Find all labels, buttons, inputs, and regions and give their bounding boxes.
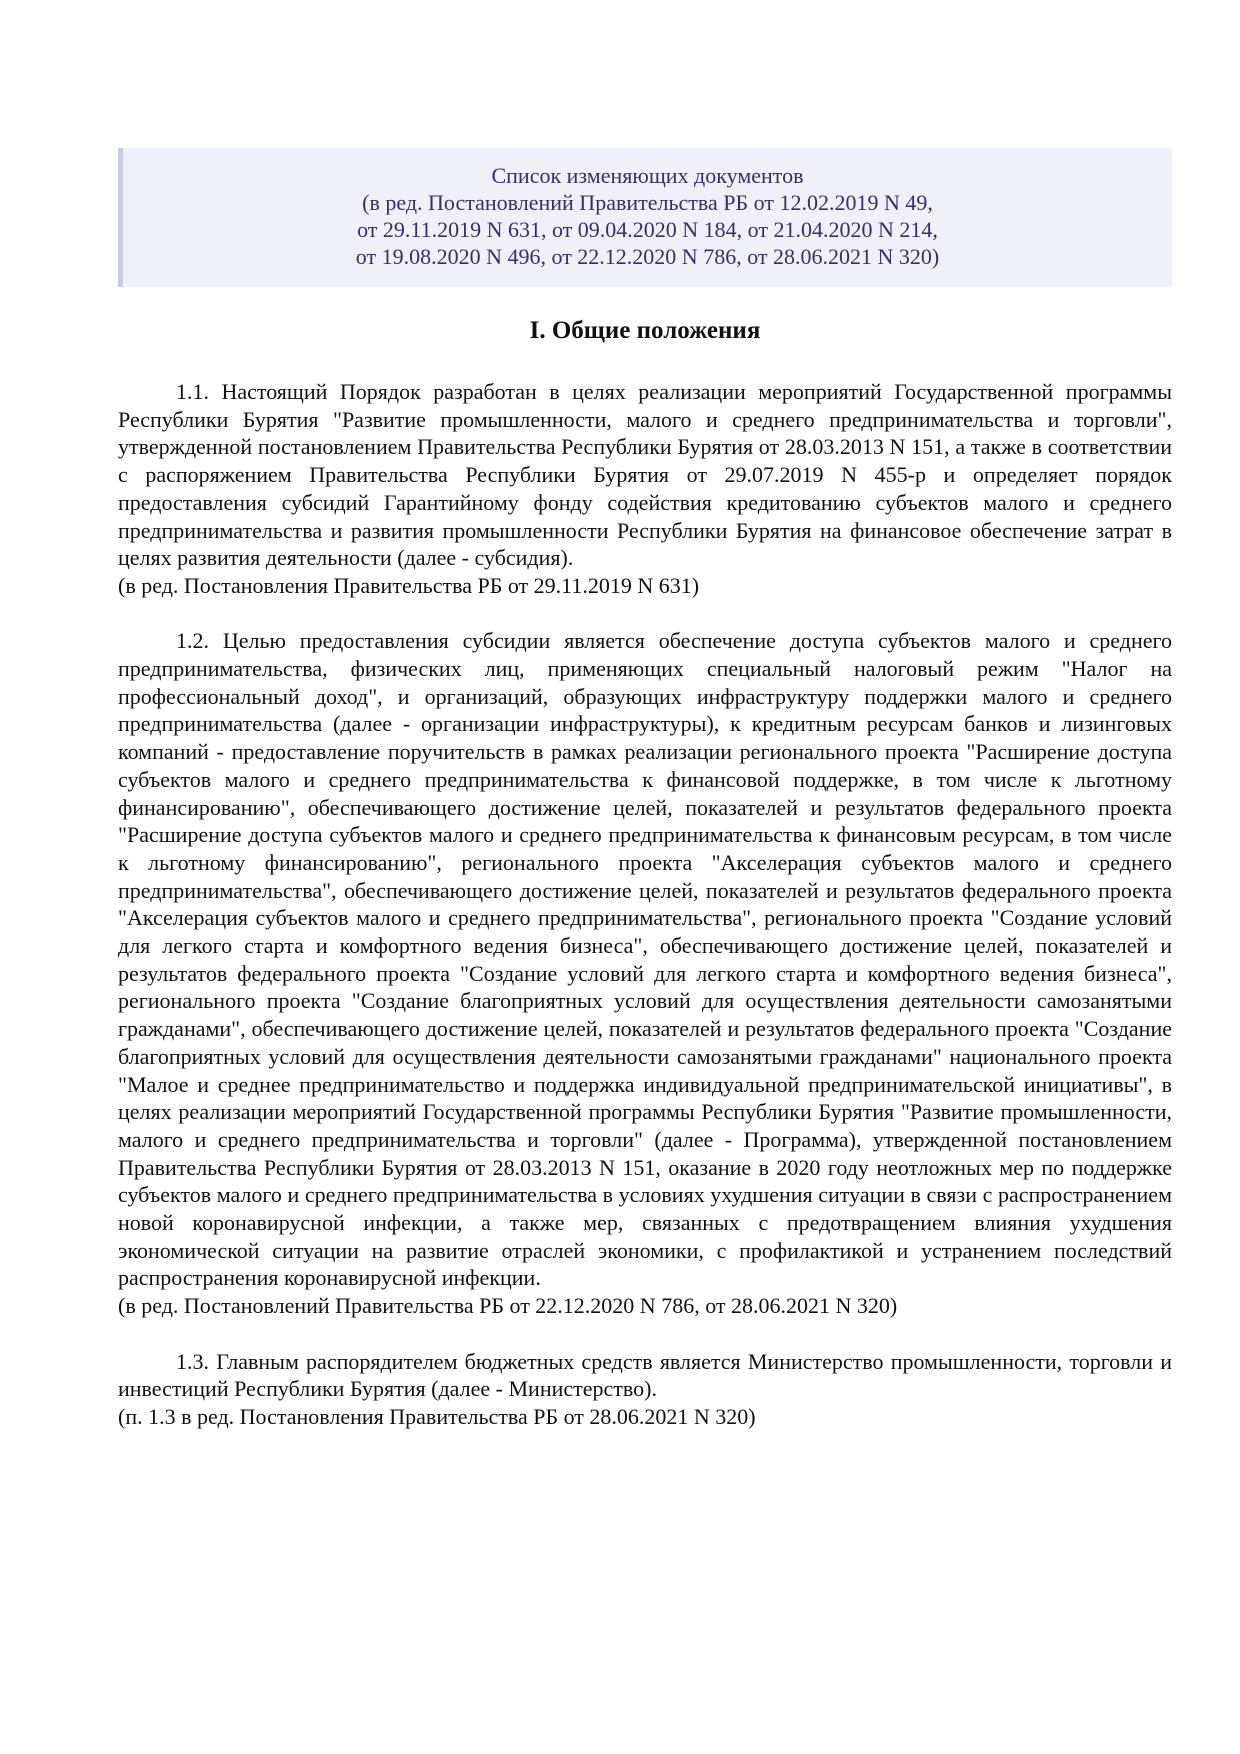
amending-documents-heading: Список изменяющих документов: [491, 163, 804, 188]
paragraph-1-1: 1.1. Настоящий Порядок разработан в целях реализации мероприятий Государственной программы Республики Бурятия "Развитие промышленности, малого и среднего предпринимательства и торговли", утвержденной постановлением Правительства Республики Бурятия от 28.03.2013 N 151, а также в соответствии с распоряжением Правительства Республики Бурятия от 29.07.2019 N 455-р и определяет порядок предоставления субсидий Гарантийному фонду содействия кредитованию субъектов малого и среднего предпринимательства и развития промышленности Республики Бурятия на финансовое обеспечение затрат в целях развития деятельности (далее - субсидия).: [118, 379, 1172, 571]
document-body: [118, 378, 1172, 1431]
amending-documents-line[interactable]: (в ред. Постановлений Правительства РБ от 12.02.2019 N 49,: [362, 190, 933, 215]
amending-documents-line[interactable]: от 29.11.2019 N 631, от 09.04.2020 N 184, от 21.04.2020 N 214,: [357, 217, 938, 242]
amendment-note[interactable]: (п. 1.3 в ред. Постановления Правительства РБ от 28.06.2021 N 320): [118, 1403, 756, 1429]
amending-documents-box: [118, 148, 1172, 287]
paragraph-spacer: [118, 1320, 1172, 1348]
amending-documents-line[interactable]: от 19.08.2020 N 496, от 22.12.2020 N 786, от 28.06.2021 N 320): [355, 244, 940, 269]
paragraph-spacer: [118, 600, 1172, 628]
amendment-note[interactable]: (в ред. Постановления Правительства РБ от 29.11.2019 N 631): [118, 572, 700, 598]
amendment-note[interactable]: (в ред. Постановлений Правительства РБ от 22.12.2020 N 786, от 28.06.2021 N 320): [118, 1293, 898, 1319]
paragraph-1-3: 1.3. Главным распорядителем бюджетных средств является Министерство промышленности, торговли и инвестиций Республики Бурятия (далее - Министерство).: [118, 1348, 1172, 1402]
section-title: I. Общие положения: [529, 317, 761, 344]
paragraph-1-2: 1.2. Целью предоставления субсидии является обеспечение доступа субъектов малого и среднего предпринимательства, физических лиц, применяющих специальный налоговый режим "Налог на профессиональный доход", и организаций, образующих инфраструктуру поддержки малого и среднего предпринимательства (далее - организации инфраструктуры), к кредитным ресурсам банков и лизинговых компаний - предоставление поручительств в рамках реализации регионального проекта "Расширение доступа субъектов малого и среднего предпринимательства к финансовой поддержке, в том числе к льготному финансированию", обеспечивающего достижение целей, показателей и результатов федерального проекта "Расширение доступа субъектов малого и среднего предпринимательства к финансовым ресурсам, в том числе к льготному финансированию", регионального проекта "Акселерация субъектов малого и среднего предпринимательства", обеспечивающего достижение целей, показателей и результатов федерального проекта "Акселерация субъектов малого и среднего предпринимательства", регионального проекта "Создание условий для легкого старта и комфортного ведения бизнеса", обеспечивающего достижение целей, показателей и результатов федерального проекта "Создание условий для легкого старта и комфортного ведения бизнеса", регионального проекта "Создание благоприятных условий для осуществления деятельности самозанятыми гражданами", обеспечивающего достижение целей, показателей и результатов федерального проекта "Создание благоприятных условий для осуществления деятельности самозанятыми гражданами" национального проекта "Малое и среднее предпринимательство и поддержка индивидуальной предпринимательской инициативы", в целях реализации мероприятий Государственной программы Республики Бурятия "Развитие промышленности, малого и среднего предпринимательства и торговли" (далее - Программа), утвержденной постановлением Правительства Республики Бурятия от 28.03.2013 N 151, оказание в 2020 году неотложных мер по поддержке субъектов малого и среднего предпринимательства в условиях ухудшения ситуации в связи с распространением новой коронавирусной инфекции, а также мер, связанных с предотвращением влияния ухудшения экономической ситуации на развитие отраслей экономики, с профилактикой и устранением последствий распространения коронавирусной инфекции.: [118, 628, 1172, 1291]
